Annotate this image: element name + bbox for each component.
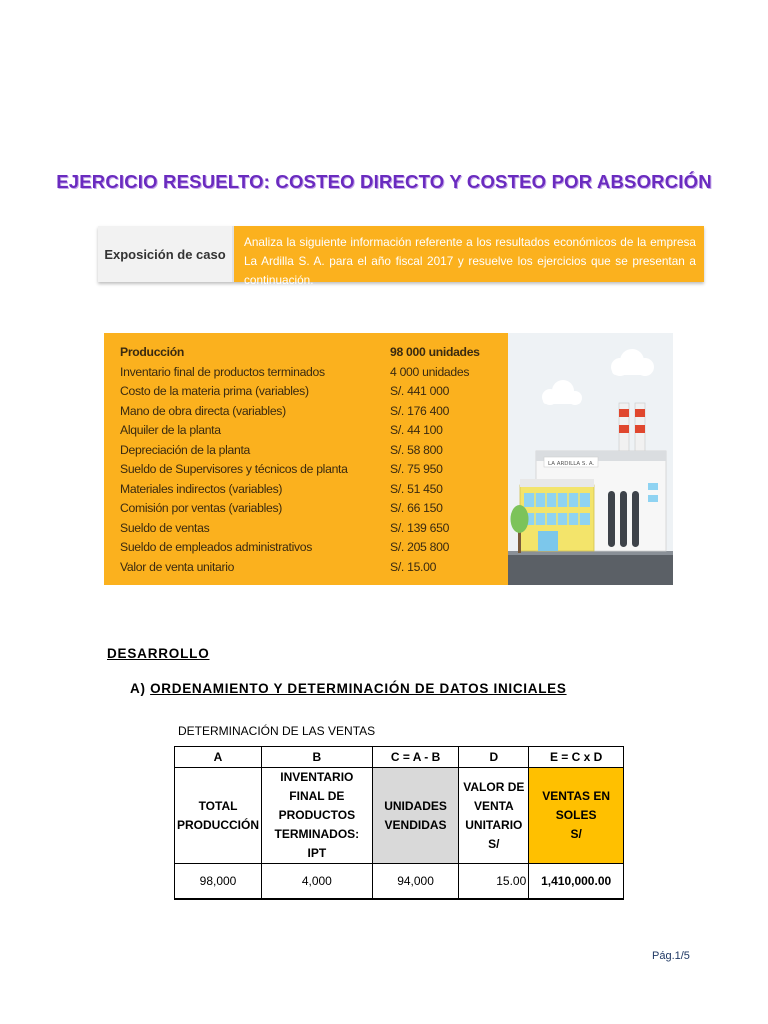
value-ventas-en-soles: 1,410,000.00 [529,864,624,900]
column-header-c: C = A - B [372,747,459,768]
data-row: Materiales indirectos (variables) S/. 51 450 [120,481,443,496]
section-heading-desarrollo: DESARROLLO [107,646,210,661]
factory-sign: LA ARDILLA S. A. [548,461,595,467]
column-header-e: E = C x D [529,747,624,768]
case-exposition-band [98,226,704,287]
value-total-produccion: 98,000 [175,864,262,900]
data-row: Sueldo de ventas S/. 139 650 [120,520,450,535]
value-valor-venta-unitario: 15.00 [459,864,529,900]
desc-unidades-vendidas: UNIDADES VENDIDAS [372,768,459,864]
data-row: Sueldo de Supervisores y técnicos de planta S/. 75 950 [120,462,443,476]
table-description-row [175,768,624,864]
desc-valor-venta-unitario: VALOR DE VENTA UNITARIO S/ [459,768,529,864]
column-header-b: B [262,747,373,768]
page-number: Pág.1/5 [652,950,690,962]
data-row: Depreciación de la planta S/. 58 800 [120,442,443,457]
case-label: Exposición de caso [98,226,234,282]
table-header-row [175,747,624,768]
value-inventario-final: 4,000 [262,864,373,900]
data-row-produccion: Producción 98 000 unidades [120,345,480,359]
data-row: Comisión por ventas (variables) S/. 66 150 [120,501,443,515]
column-header-a: A [175,747,262,768]
subsection-heading [130,681,567,696]
data-row: Inventario final de productos terminados 4 000 unidades [120,364,470,379]
data-row: Valor de venta unitario S/. 15.00 [120,559,437,574]
data-row: Alquiler de la planta S/. 44 100 [120,423,443,437]
factory-icon [508,333,673,585]
value-unidades-vendidas: 94,000 [372,864,459,900]
desc-total-produccion: TOTAL PRODUCCIÓN [175,768,262,864]
table-title: DETERMINACIÓN DE LAS VENTAS [178,724,376,738]
data-row: Sueldo de empleados administrativos S/. 205 800 [120,540,450,554]
data-row: Mano de obra directa (variables) S/. 176 400 [120,403,450,418]
subsection-letter: A) [130,681,146,696]
subsection-title: ORDENAMIENTO Y DETERMINACIÓN DE DATOS INICIALES [150,681,567,696]
document-title: EJERCICIO RESUELTO: COSTEO DIRECTO Y COSTEO POR ABSORCIÓN [56,171,712,192]
case-description: Analiza la siguiente información referente a los resultados económicos de la empresa La Ardilla S. A. para el año fiscal 2017 y resuelve los ejercicios que se presentan a continuación. [244,235,696,287]
data-row: Costo de la materia prima (variables) S/. 441 000 [120,384,450,398]
factory-illustration [508,333,673,585]
case-data-panel [104,333,508,585]
sales-table [174,746,624,900]
desc-inventario-final: INVENTARIO FINAL DE PRODUCTOS TERMINADOS: IPT [262,768,373,864]
column-header-d: D [459,747,529,768]
desc-ventas-en-soles: VENTAS EN SOLES S/ [529,768,624,864]
table-row [175,864,624,900]
